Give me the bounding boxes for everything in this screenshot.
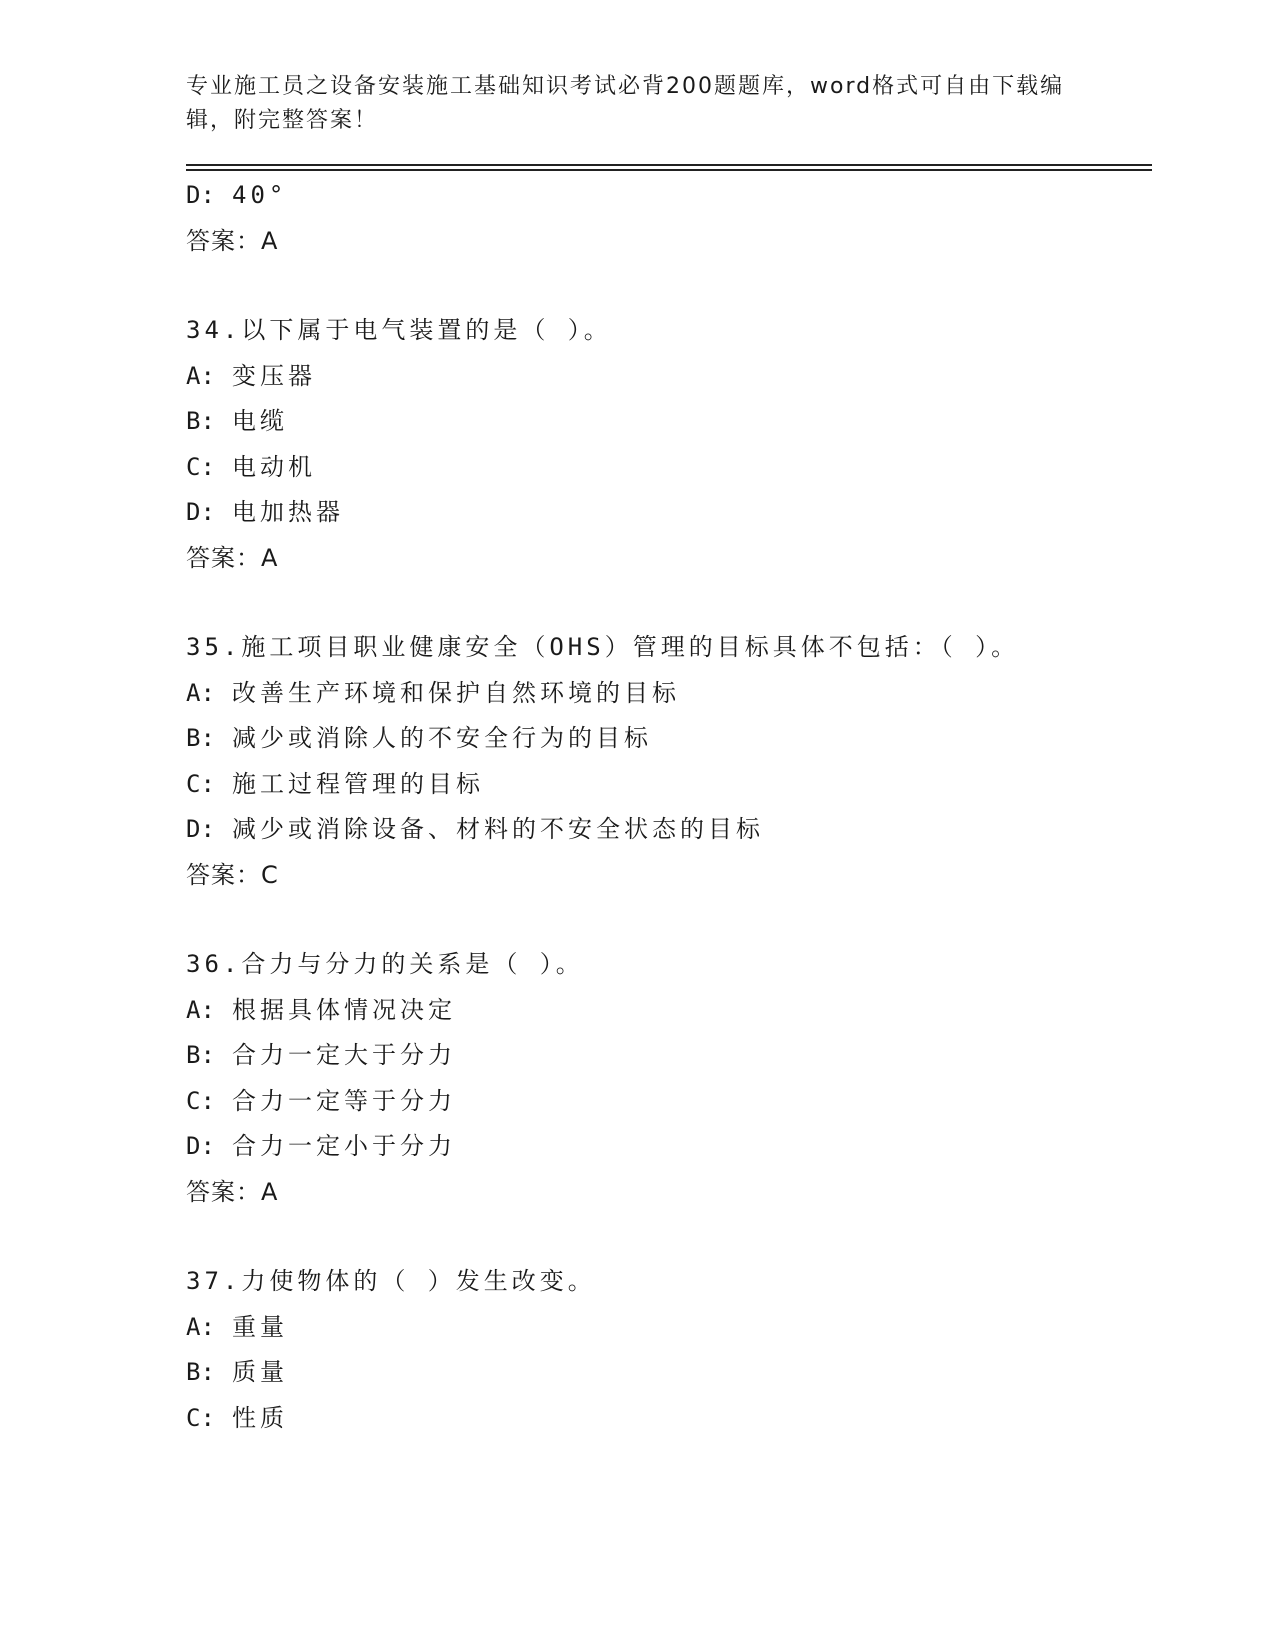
option-line — [186, 762, 1152, 808]
option-text: 电缆 — [232, 407, 288, 435]
option-text: 40° — [232, 181, 288, 209]
option-label: C: — [186, 1086, 215, 1115]
option-text: 减少或消除设备、材料的不安全状态的目标 — [232, 815, 764, 843]
option-line — [186, 490, 1152, 536]
option-label: D: — [186, 181, 215, 209]
question-36 — [186, 942, 1152, 1215]
option-line — [186, 445, 1152, 491]
option-label: A: — [186, 678, 215, 707]
option-text: 电加热器 — [232, 498, 344, 526]
option-line — [186, 173, 1152, 219]
question-list — [186, 173, 1152, 1441]
option-text: 质量 — [232, 1358, 288, 1386]
option-label: A: — [186, 361, 215, 390]
option-text: 电动机 — [232, 452, 316, 481]
question-stem: 34.以下属于电气装置的是（ ）。 — [186, 316, 612, 344]
answer-line: 答案：A — [186, 1177, 279, 1206]
option-line — [186, 1350, 1152, 1396]
option-text: 合力一定大于分力 — [232, 1041, 456, 1069]
option-label: D: — [186, 498, 215, 526]
option-label: B: — [186, 1041, 215, 1069]
option-label: C: — [186, 1403, 215, 1432]
option-label: C: — [186, 452, 215, 481]
option-text: 减少或消除人的不安全行为的目标 — [232, 724, 652, 752]
question-stem: 37.力使物体的（ ）发生改变。 — [186, 1267, 596, 1295]
option-label: C: — [186, 769, 215, 798]
question-stem: 35.施工项目职业健康安全（OHS）管理的目标具体不包括：（ ）。 — [186, 633, 1020, 661]
option-label: D: — [186, 1132, 215, 1160]
option-label: A: — [186, 1312, 215, 1341]
rule-line-top — [186, 164, 1152, 166]
option-text: 性质 — [232, 1403, 288, 1432]
question-fragment-33 — [186, 173, 1152, 264]
option-text: 变压器 — [232, 361, 316, 390]
option-line — [186, 354, 1152, 400]
option-label: B: — [186, 724, 215, 752]
header-double-rule — [186, 164, 1152, 171]
option-text: 施工过程管理的目标 — [232, 769, 484, 798]
option-label: A: — [186, 995, 215, 1024]
option-line — [186, 671, 1152, 717]
document-header: 专业施工员之设备安装施工基础知识考试必背200题题库，word格式可自由下载编辑，附完整答案！ — [186, 74, 1065, 133]
option-line — [186, 399, 1152, 445]
document-page — [186, 70, 1152, 1441]
question-34 — [186, 308, 1152, 581]
option-line — [186, 807, 1152, 853]
option-text: 合力一定小于分力 — [232, 1132, 456, 1160]
option-text: 改善生产环境和保护自然环境的目标 — [232, 678, 680, 707]
answer-line: 答案：C — [186, 860, 279, 889]
option-label: D: — [186, 815, 215, 843]
question-37 — [186, 1259, 1152, 1441]
option-line — [186, 988, 1152, 1034]
answer-line: 答案：A — [186, 226, 279, 255]
question-stem: 36.合力与分力的关系是（ ）。 — [186, 950, 584, 978]
option-text: 合力一定等于分力 — [232, 1086, 456, 1115]
option-label: B: — [186, 407, 215, 435]
option-text: 重量 — [232, 1312, 288, 1341]
option-line — [186, 1396, 1152, 1442]
question-35 — [186, 625, 1152, 898]
answer-line: 答案：A — [186, 543, 279, 572]
rule-line-bottom — [186, 169, 1152, 171]
option-label: B: — [186, 1358, 215, 1386]
option-line — [186, 1033, 1152, 1079]
option-line — [186, 1079, 1152, 1125]
option-line — [186, 1124, 1152, 1170]
option-line — [186, 1305, 1152, 1351]
option-line — [186, 716, 1152, 762]
option-text: 根据具体情况决定 — [232, 995, 456, 1024]
